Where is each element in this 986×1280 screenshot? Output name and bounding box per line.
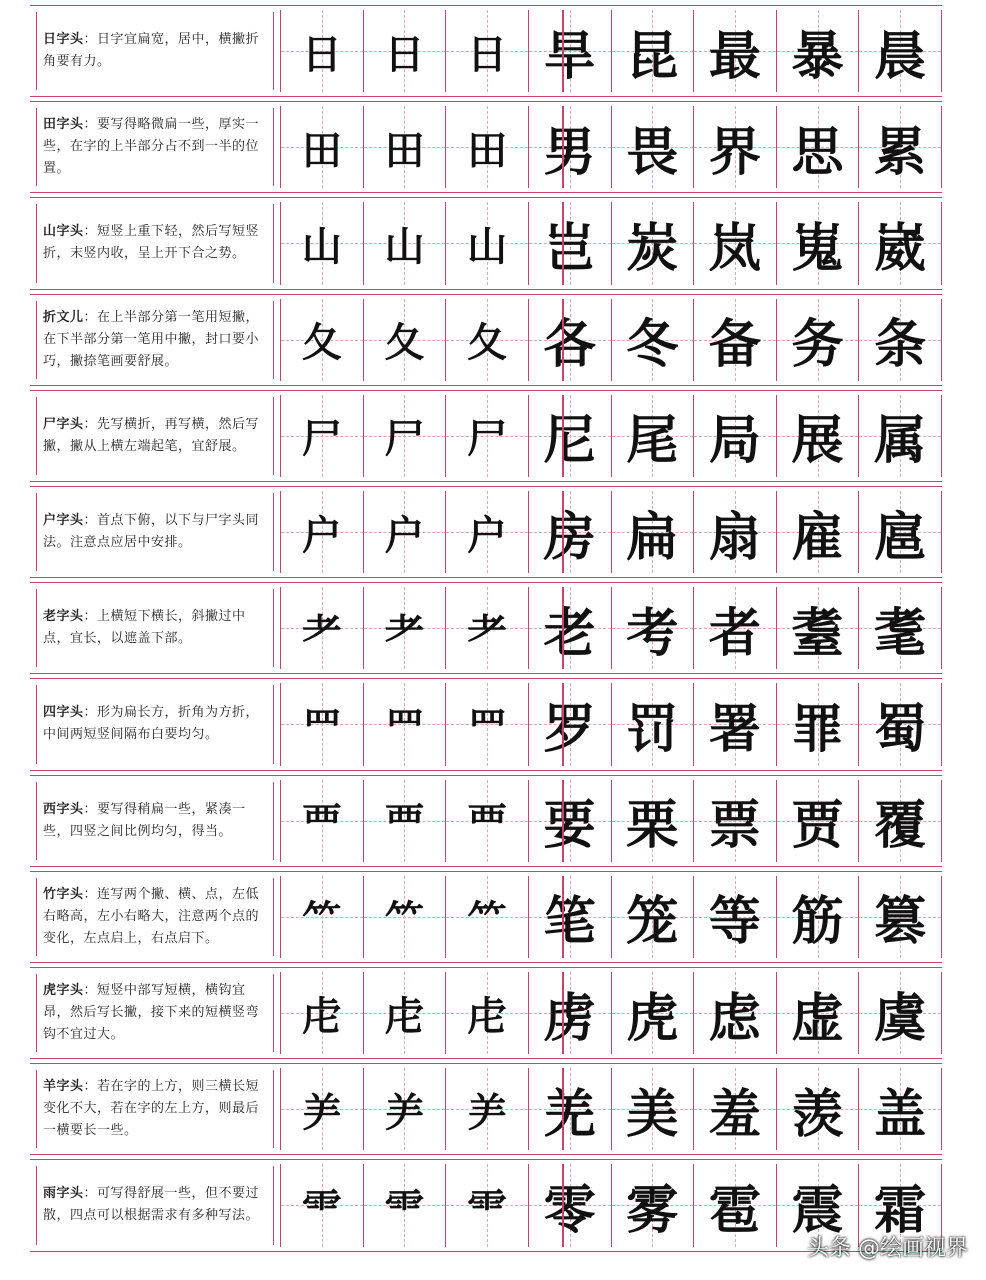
example-character: 尼 [543, 410, 596, 472]
grid-cell [776, 587, 859, 669]
example-character: 罪 [791, 698, 844, 760]
radical-sample: 山 [384, 222, 425, 270]
grid-cell [528, 1164, 611, 1246]
radical-sample: 日 [384, 30, 425, 78]
example-character: 崴 [874, 217, 927, 279]
example-character: 票 [708, 795, 761, 857]
radical-sample: 耂 [467, 607, 508, 655]
example-character: 等 [708, 891, 761, 953]
example-character: 虞 [874, 987, 927, 1049]
radical-instructions: ：形为扁长方，折角为方折，中间两短竖间隔布白要均匀。 [43, 705, 260, 743]
grid-cell [611, 780, 694, 862]
radical-instructions: ：短竖上重下轻，然后写短竖折，末竖内收，呈上开下合之势。 [43, 224, 260, 262]
radical-sample: 日 [467, 30, 508, 78]
radical-instructions: ：要写得稍扁一些，紧凑一些，四竖之间比例均匀，得当。 [43, 801, 246, 839]
example-character: 虑 [708, 987, 761, 1049]
radical-sample: 耂 [301, 607, 342, 655]
grid-cell [528, 299, 611, 381]
practice-row [30, 871, 942, 963]
radical-sample: 尸 [467, 415, 508, 463]
radical-example-divider [562, 202, 564, 284]
radical-example-divider [562, 395, 564, 477]
radical-example-divider [562, 683, 564, 765]
radical-sample: 覀 [301, 800, 342, 848]
radical-sample: 覀 [384, 800, 425, 848]
radical-instructions: ：要写得略微扁一些，厚实一些，在字的上半部分占不到一半的位置。 [43, 117, 260, 177]
example-character: 雇 [791, 506, 844, 568]
grid-cell [280, 202, 363, 284]
grid-cell [445, 395, 528, 477]
radical-sample: 田 [467, 126, 508, 174]
radical-sample: 覀 [467, 800, 508, 848]
grid-cell [528, 202, 611, 284]
radical-sample: 夂 [301, 319, 342, 367]
row-description [36, 782, 274, 860]
radical-title: 老字头 [43, 609, 84, 625]
radical-title: 尸字头 [43, 416, 84, 432]
grid-cell [280, 106, 363, 188]
grid-cell [611, 202, 694, 284]
grid-cell [776, 683, 859, 765]
radical-sample: 山 [301, 222, 342, 270]
grid-cell [528, 972, 611, 1054]
grid-cell [280, 1164, 363, 1246]
example-character: 岚 [708, 217, 761, 279]
radical-title: 山字头 [43, 224, 84, 240]
example-character: 最 [708, 25, 761, 87]
example-character: 篡 [874, 891, 927, 953]
grid-cell [280, 972, 363, 1054]
grid-cell [445, 683, 528, 765]
grid-cell [858, 10, 942, 92]
example-character: 雹 [708, 1179, 761, 1241]
grid-cell [528, 106, 611, 188]
grid-cell [693, 202, 776, 284]
radical-sample: 罒 [301, 703, 342, 751]
radical-title: 羊字头 [43, 1079, 84, 1095]
grid-cell [363, 972, 446, 1054]
radical-example-divider [562, 299, 564, 381]
radical-sample: ⻗ [467, 1184, 508, 1232]
radical-instructions: ：连写两个撇、横、点，左低右略高，左小右略大，注意两个点的变化，左点启上，右点启下。 [43, 886, 260, 946]
example-character: 霜 [874, 1179, 927, 1241]
row-description [36, 204, 274, 282]
radical-example-divider [562, 106, 564, 188]
practice-row [30, 5, 942, 97]
radical-title: 西字头 [43, 801, 84, 817]
grid-cell [693, 491, 776, 573]
example-character: 岂 [543, 217, 596, 279]
example-character: 考 [626, 602, 679, 664]
example-character: 雾 [626, 1179, 679, 1241]
radical-sample: 罒 [384, 703, 425, 751]
grid-cell [611, 106, 694, 188]
radical-instructions: ：短竖中部写短横，横钩宜昂，然后写长撇，接下来的短横竖弯钩不宜过大。 [43, 983, 260, 1043]
example-character: 嵬 [791, 217, 844, 279]
example-character: 美 [626, 1083, 679, 1145]
grid-cell [693, 587, 776, 669]
grid-cell [693, 106, 776, 188]
radical-example-divider [562, 587, 564, 669]
row-description [36, 301, 274, 379]
row-description [36, 974, 274, 1052]
radical-sample: 田 [301, 126, 342, 174]
grid-cell [280, 587, 363, 669]
example-character: 局 [708, 410, 761, 472]
grid-cell [363, 876, 446, 958]
example-character: 虚 [791, 987, 844, 1049]
radical-example-divider [562, 10, 564, 92]
radical-sample: ⺮ [467, 896, 508, 944]
radical-sample: 户 [301, 511, 342, 559]
practice-row [30, 775, 942, 867]
example-character: 晨 [874, 25, 927, 87]
example-character: 笔 [543, 891, 596, 953]
radical-example-divider [562, 780, 564, 862]
grid-cell [363, 10, 446, 92]
radical-instructions: ：首点下俯，以下与尸字头同法。注意点应居中安排。 [43, 513, 260, 551]
radical-sample: ⺮ [301, 896, 342, 944]
grid-cell [363, 395, 446, 477]
example-character: 耄 [874, 602, 927, 664]
example-character: 要 [543, 795, 596, 857]
radical-sample: ⻗ [301, 1184, 342, 1232]
example-character: 条 [874, 314, 927, 376]
grid-cell [528, 10, 611, 92]
radical-instructions: ：日字宜扁宽，居中，横撇折角要有力。 [43, 32, 260, 70]
example-character: 栗 [626, 795, 679, 857]
grid-cell [611, 587, 694, 669]
grid-cell [693, 683, 776, 765]
grid-cell [363, 683, 446, 765]
practice-row [30, 197, 942, 289]
grid-cell [611, 972, 694, 1054]
example-character: 羡 [791, 1083, 844, 1145]
grid-cell [611, 876, 694, 958]
radical-sample: 尸 [384, 415, 425, 463]
grid-cell [528, 1068, 611, 1150]
grid-cell [528, 587, 611, 669]
row-description [36, 12, 274, 90]
grid-cell [858, 491, 942, 573]
grid-cell [776, 10, 859, 92]
radical-example-divider [562, 1068, 564, 1150]
grid-cell [445, 299, 528, 381]
grid-cell [280, 395, 363, 477]
grid-cell [858, 299, 942, 381]
radical-sample: ⺶ [301, 1088, 342, 1136]
grid-cell [363, 491, 446, 573]
grid-cell [611, 1164, 694, 1246]
example-character: 属 [874, 410, 927, 472]
radical-sample: 夂 [384, 319, 425, 367]
grid-cell [280, 491, 363, 573]
grid-cell [776, 780, 859, 862]
grid-cell [776, 395, 859, 477]
grid-cell [363, 202, 446, 284]
grid-cell [363, 1068, 446, 1150]
grid-cell [776, 1068, 859, 1150]
grid-cell [363, 780, 446, 862]
grid-cell [528, 876, 611, 958]
grid-cell [611, 395, 694, 477]
row-description [36, 1166, 274, 1244]
radical-instructions: ：可写得舒展一些，但不要过散，四点可以根据需求有多种写法。 [43, 1186, 260, 1224]
example-character: 震 [791, 1179, 844, 1241]
grid-cell [858, 683, 942, 765]
grid-cell [280, 299, 363, 381]
practice-row [30, 101, 942, 193]
practice-row [30, 486, 942, 578]
grid-cell [363, 1164, 446, 1246]
radical-example-divider [562, 876, 564, 958]
example-character: 男 [543, 121, 596, 183]
example-character: 炭 [626, 217, 679, 279]
example-character: 虎 [626, 987, 679, 1049]
grid-cell [858, 106, 942, 188]
example-character: 房 [543, 506, 596, 568]
grid-cell [611, 10, 694, 92]
grid-cell [776, 202, 859, 284]
row-description [36, 1070, 274, 1148]
example-character: 展 [791, 410, 844, 472]
row-description [36, 397, 274, 475]
example-character: 暴 [791, 25, 844, 87]
radical-instructions: ：先写横折，再写横，然后写撇，撇从上横左端起笔，宜舒展。 [43, 416, 260, 454]
grid-cell [858, 1068, 942, 1150]
radical-sample: 耂 [384, 607, 425, 655]
grid-cell [445, 780, 528, 862]
grid-cell [858, 395, 942, 477]
grid-cell [528, 683, 611, 765]
radical-sample: 尸 [301, 415, 342, 463]
grid-cell [611, 1068, 694, 1150]
radical-title: 日字头 [43, 32, 84, 48]
example-character: 思 [791, 121, 844, 183]
example-character: 尾 [626, 410, 679, 472]
example-character: 扁 [626, 506, 679, 568]
example-character: 畏 [626, 121, 679, 183]
grid-cell [693, 972, 776, 1054]
practice-row [30, 1159, 942, 1251]
grid-cell [280, 683, 363, 765]
grid-cell [693, 10, 776, 92]
example-character: 冬 [626, 314, 679, 376]
radical-sample: 田 [384, 126, 425, 174]
row-description [36, 493, 274, 571]
grid-cell [776, 299, 859, 381]
row-description [36, 685, 274, 763]
example-character: 扇 [708, 506, 761, 568]
example-character: 虏 [543, 987, 596, 1049]
grid-cell [611, 299, 694, 381]
radical-sample: 山 [467, 222, 508, 270]
grid-cell [776, 972, 859, 1054]
example-character: 累 [874, 121, 927, 183]
grid-cell [858, 876, 942, 958]
grid-cell [445, 876, 528, 958]
radical-sample: 户 [384, 511, 425, 559]
grid-cell [445, 972, 528, 1054]
radical-sample: ⻗ [384, 1184, 425, 1232]
radical-title: 四字头 [43, 705, 84, 721]
radical-sample: 虍 [467, 992, 508, 1040]
radical-example-divider [562, 972, 564, 1054]
radical-example-divider [562, 491, 564, 573]
grid-cell [445, 202, 528, 284]
example-character: 罗 [543, 698, 596, 760]
radical-sample: 虍 [301, 992, 342, 1040]
grid-cell [858, 202, 942, 284]
row-description [36, 589, 274, 667]
grid-cell [858, 972, 942, 1054]
grid-cell [611, 491, 694, 573]
example-character: 覆 [874, 795, 927, 857]
grid-cell [776, 106, 859, 188]
example-character: 旱 [543, 25, 596, 87]
example-character: 笼 [626, 891, 679, 953]
grid-cell [693, 395, 776, 477]
example-character: 扈 [874, 506, 927, 568]
grid-cell [858, 780, 942, 862]
example-character: 界 [708, 121, 761, 183]
grid-cell [445, 587, 528, 669]
example-character: 务 [791, 314, 844, 376]
row-description [36, 878, 274, 956]
grid-cell [280, 876, 363, 958]
example-character: 零 [543, 1179, 596, 1241]
grid-cell [445, 106, 528, 188]
radical-sample: ⺶ [384, 1088, 425, 1136]
grid-cell [528, 780, 611, 862]
grid-cell [611, 683, 694, 765]
radical-sample: 日 [301, 30, 342, 78]
grid-cell [280, 780, 363, 862]
grid-cell [693, 1164, 776, 1246]
radical-example-divider [562, 1164, 564, 1246]
watermark: 头条 @绘画视界 [807, 1236, 968, 1261]
grid-cell [528, 491, 611, 573]
grid-cell [445, 491, 528, 573]
example-character: 署 [708, 698, 761, 760]
radical-sample: 罒 [467, 703, 508, 751]
radical-title: 户字头 [43, 513, 84, 529]
row-description [36, 108, 274, 186]
radical-sample: 夂 [467, 319, 508, 367]
radical-title: 竹字头 [43, 886, 84, 902]
example-character: 贾 [791, 795, 844, 857]
example-character: 罚 [626, 698, 679, 760]
practice-row [30, 967, 942, 1059]
radical-instructions: ：上横短下横长，斜撇过中点，宜长，以遮盖下部。 [43, 609, 246, 647]
example-character: 盖 [874, 1083, 927, 1145]
radical-title: 田字头 [43, 117, 84, 133]
grid-cell [445, 1068, 528, 1150]
grid-cell [363, 299, 446, 381]
grid-cell [528, 395, 611, 477]
grid-cell [693, 780, 776, 862]
example-character: 羌 [543, 1083, 596, 1145]
grid-cell [693, 299, 776, 381]
example-character: 耋 [791, 602, 844, 664]
grid-cell [445, 1164, 528, 1246]
radical-sample: ⺶ [467, 1088, 508, 1136]
radical-title: 虎字头 [43, 983, 84, 999]
example-character: 昆 [626, 25, 679, 87]
example-character: 各 [543, 314, 596, 376]
example-character: 筋 [791, 891, 844, 953]
practice-row [30, 390, 942, 482]
practice-row [30, 582, 942, 674]
example-character: 老 [543, 602, 596, 664]
radical-title: 雨字头 [43, 1186, 84, 1202]
example-character: 羞 [708, 1083, 761, 1145]
grid-cell [445, 10, 528, 92]
example-character: 者 [708, 602, 761, 664]
grid-cell [776, 876, 859, 958]
radical-sample: 户 [467, 511, 508, 559]
radical-title: 折文儿 [43, 309, 84, 325]
radical-sample: ⺮ [384, 896, 425, 944]
example-character: 蜀 [874, 698, 927, 760]
grid-cell [776, 491, 859, 573]
grid-cell [693, 1068, 776, 1150]
grid-cell [693, 876, 776, 958]
radical-instructions: ：在上半部分第一笔用短撇，在下半部分第一笔用中撇，封口要小巧，撇捺笔画要舒展。 [43, 309, 260, 369]
grid-cell [280, 1068, 363, 1150]
practice-row [30, 1063, 942, 1155]
grid-cell [858, 587, 942, 669]
practice-row [30, 678, 942, 770]
radical-sample: 虍 [384, 992, 425, 1040]
grid-cell [363, 587, 446, 669]
grid-cell [363, 106, 446, 188]
practice-row [30, 294, 942, 386]
grid-cell [280, 10, 363, 92]
radical-instructions: ：若在字的上方，则三横长短变化不大，若在字的左上方，则最后一横要长一些。 [43, 1079, 260, 1139]
example-character: 备 [708, 314, 761, 376]
